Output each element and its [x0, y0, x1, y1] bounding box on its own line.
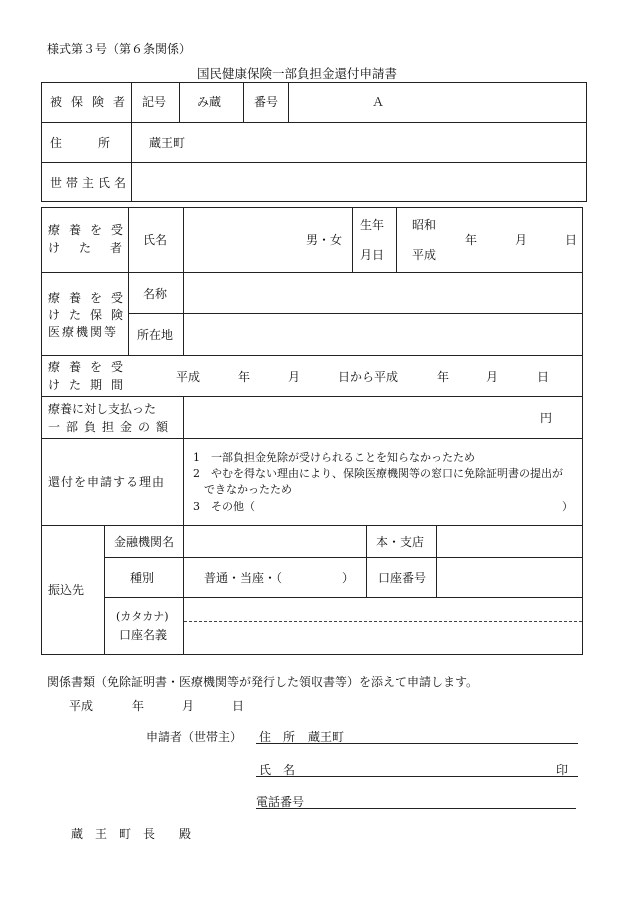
- divider: [41, 438, 583, 439]
- payment-label-1: 療養に対し支払った: [48, 402, 157, 416]
- addressee: 蔵 王 町 長 殿: [71, 827, 192, 841]
- period-label-2: けた期間: [48, 378, 133, 392]
- divider: [243, 82, 244, 122]
- kana-label-2: 口座名義: [119, 628, 168, 642]
- institution-location-label: 所在地: [137, 328, 174, 342]
- account-number-label: 口座番号: [378, 571, 427, 585]
- reason-item-2b: できなかったため: [204, 483, 292, 496]
- branch-field[interactable]: [437, 526, 582, 556]
- divider: [352, 207, 353, 272]
- period-to-day: 日: [537, 370, 550, 384]
- payment-amount-field[interactable]: [184, 397, 534, 437]
- reason-item-2[interactable]: 2 やむを得ない理由により、保険医療機関等の窓口に免除証明書の提出が: [193, 467, 563, 480]
- account-type-label: 種別: [130, 571, 155, 585]
- date-era: 平成: [69, 699, 94, 713]
- branch-label: 本・支店: [376, 535, 425, 549]
- applicant-label: 申請者（世帯主）: [146, 730, 243, 744]
- divider: [366, 525, 367, 597]
- account-holder-field[interactable]: [184, 598, 582, 654]
- institution-name-field[interactable]: [184, 273, 582, 312]
- attachment-note: 関係書類（免除証明書・医療機関等が発行した領収書等）を添えて申請します。: [47, 675, 479, 689]
- era-showa[interactable]: 昭和: [412, 218, 437, 232]
- form-title: 国民健康保険一部負担金還付申請書: [197, 66, 398, 81]
- institution-name-label: 名称: [143, 287, 168, 301]
- household-head-label: 世帯主氏名: [50, 176, 131, 190]
- birth-label-1: 生年: [360, 218, 385, 232]
- patient-label-1: 療養を受: [48, 223, 133, 237]
- account-type-close: ）: [342, 571, 355, 585]
- era-heisei[interactable]: 平成: [412, 248, 437, 262]
- transfer-label: 振込先: [48, 583, 85, 597]
- birth-year: 年: [465, 233, 478, 247]
- phone-label: 電話番号: [256, 795, 305, 809]
- bank-name-field[interactable]: [184, 526, 365, 556]
- payment-unit: 円: [540, 411, 553, 425]
- birth-day: 日: [565, 233, 578, 247]
- name-underline: [256, 776, 578, 777]
- phone-underline: [256, 808, 576, 809]
- date-month: 月: [182, 699, 195, 713]
- period-from-year: 年: [238, 370, 251, 384]
- patient-name-label: 氏名: [143, 233, 168, 247]
- institution-label-3: 医療機関等: [48, 325, 119, 339]
- institution-label-2: けた保険: [48, 308, 133, 322]
- phone-field[interactable]: [310, 790, 576, 808]
- birth-month: 月: [515, 233, 528, 247]
- institution-label-1: 療養を受: [48, 291, 133, 305]
- period-from-month: 月: [288, 370, 301, 384]
- reason-label: 還付を申請する理由: [48, 475, 166, 489]
- address-value[interactable]: 蔵王町: [149, 136, 186, 150]
- kana-label-1: (カタカナ): [116, 610, 169, 623]
- divider: [41, 355, 583, 356]
- divider: [396, 207, 397, 272]
- insured-label: 被保険者: [50, 95, 135, 109]
- divider: [288, 82, 289, 122]
- symbol-value[interactable]: み蔵: [197, 95, 222, 109]
- address-underline: [256, 743, 578, 744]
- period-to-year: 年: [437, 370, 450, 384]
- account-type-options[interactable]: 普通・当座・（: [204, 571, 283, 585]
- address-label: 住 所: [50, 136, 111, 150]
- date-day: 日: [232, 699, 245, 713]
- date-year: 年: [132, 699, 145, 713]
- institution-location-field[interactable]: [184, 314, 582, 354]
- period-label-1: 療養を受: [48, 360, 133, 374]
- gender-choice[interactable]: 男・女: [306, 233, 343, 247]
- reason-item-3[interactable]: 3 その他（: [193, 500, 255, 513]
- divider: [104, 525, 105, 655]
- seal-mark: 印: [556, 763, 569, 777]
- period-from-era: 平成: [176, 370, 201, 384]
- applicant-name-field[interactable]: [300, 758, 550, 776]
- applicant-address-value[interactable]: 蔵王町: [308, 730, 345, 744]
- applicant-address-label: 住 所: [259, 730, 296, 744]
- applicant-name-label: 氏 名: [259, 763, 296, 777]
- reason-item-1[interactable]: 1 一部負担金免除が受けられることを知らなかったため: [193, 451, 475, 464]
- patient-name-field[interactable]: [184, 208, 304, 271]
- symbol-label: 記号: [142, 95, 167, 109]
- divider: [41, 122, 587, 123]
- payment-label-2: 一部負担金の額: [48, 420, 175, 434]
- number-label: 番号: [254, 95, 279, 109]
- period-to-month: 月: [486, 370, 499, 384]
- divider: [179, 82, 180, 122]
- patient-label-2: けた者: [48, 241, 142, 255]
- account-number-field[interactable]: [437, 558, 582, 596]
- household-head-field[interactable]: [132, 163, 586, 201]
- birth-label-2: 月日: [360, 248, 385, 262]
- reason-item-3-close: ）: [562, 500, 573, 513]
- form-number: 様式第３号（第６条関係）: [47, 42, 192, 56]
- bank-name-label: 金融機関名: [114, 535, 175, 549]
- period-from-to: 日から平成: [338, 370, 399, 384]
- number-value[interactable]: Ａ: [372, 95, 385, 109]
